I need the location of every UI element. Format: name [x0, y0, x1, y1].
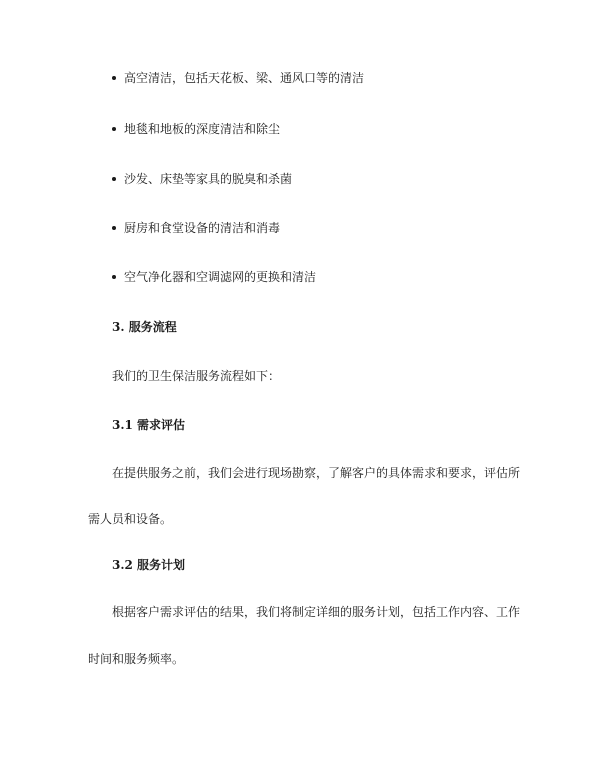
list-item — [112, 122, 280, 136]
bullet-icon — [112, 177, 116, 181]
bullet-icon — [112, 76, 116, 80]
list-item — [112, 221, 280, 235]
section-intro-text: 我们的卫生保洁服务流程如下： — [112, 369, 281, 383]
section-heading-3-1: 3.1 需求评估 — [112, 418, 186, 432]
bullet-icon — [112, 275, 116, 279]
paragraph-line: 根据客户需求评估的结果，我们将制定详细的服务计划，包括工作内容、工作 — [112, 605, 521, 619]
section-heading-3: 3. 服务流程 — [112, 320, 177, 334]
list-item-text: 地毯和地板的深度清洁和除尘 — [124, 122, 281, 136]
list-item — [112, 270, 316, 284]
list-item — [112, 71, 364, 85]
list-item-text: 高空清洁，包括天花板、梁、通风口等的清洁 — [124, 71, 365, 85]
list-item — [112, 172, 292, 186]
bullet-icon — [112, 127, 116, 131]
list-item-text: 厨房和食堂设备的清洁和消毒 — [124, 221, 281, 235]
paragraph-line: 在提供服务之前，我们会进行现场勘察，了解客户的具体需求和要求，评估所 — [112, 466, 521, 480]
paragraph-line: 需人员和设备。 — [88, 512, 173, 526]
paragraph-line: 时间和服务频率。 — [88, 652, 185, 666]
list-item-text: 沙发、床垫等家具的脱臭和杀菌 — [124, 172, 293, 186]
section-heading-3-2: 3.2 服务计划 — [112, 558, 186, 572]
bullet-icon — [112, 226, 116, 230]
list-item-text: 空气净化器和空调滤网的更换和清洁 — [124, 270, 317, 284]
